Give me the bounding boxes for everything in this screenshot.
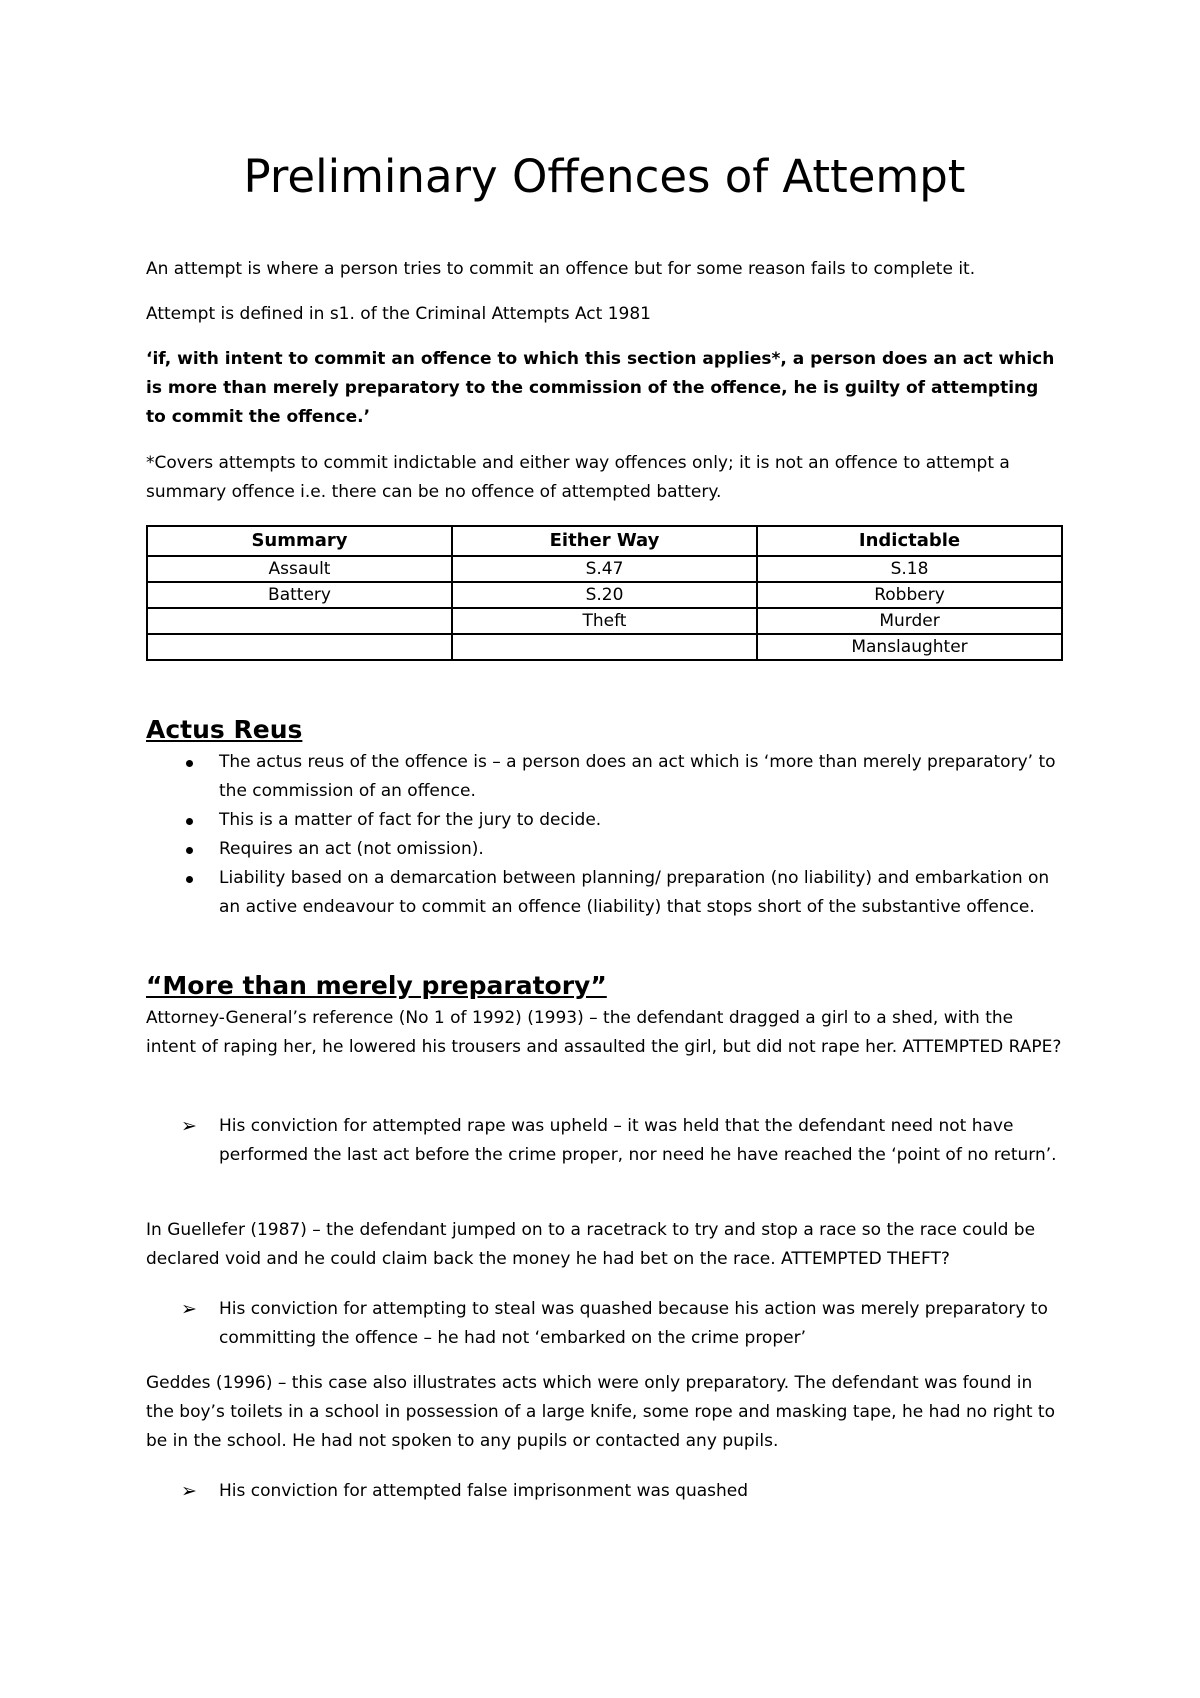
list-item xyxy=(146,835,1063,864)
table-row xyxy=(147,582,1062,608)
list-item xyxy=(146,806,1063,835)
table-row xyxy=(147,556,1062,582)
table-cell: Theft xyxy=(452,608,757,634)
bullet-icon xyxy=(186,847,193,854)
case-outcome-text: His conviction for attempted rape was upheld – it was held that the defendant need not have performed the last act before the crime proper, nor need he have reached the ‘point of no return’. xyxy=(219,1116,1057,1165)
case-outcome-text: His conviction for attempted false imprisonment was quashed xyxy=(219,1481,749,1501)
case-outcome-geddes xyxy=(146,1477,1063,1506)
table-cell xyxy=(147,608,452,634)
arrow-bullet-icon: ➢ xyxy=(181,1480,197,1502)
bullet-icon xyxy=(186,876,193,883)
case-outcome-guellefer xyxy=(146,1295,1063,1353)
footnote: *Covers attempts to commit indictable and either way offences only; it is not an offence to attempt a summary offence i.e. there can be no offence of attempted battery. xyxy=(146,453,1010,502)
table-cell xyxy=(452,634,757,660)
arrow-bullet-icon: ➢ xyxy=(181,1298,197,1320)
table-cell xyxy=(147,634,452,660)
case-outcome-text: His conviction for attempting to steal was quashed because his action was merely preparatory to committing the offence – he had not ‘embarked on the crime proper’ xyxy=(219,1299,1048,1348)
bullet-icon xyxy=(186,818,193,825)
table-cell: Assault xyxy=(147,556,452,582)
document-title: Preliminary Offences of Attempt xyxy=(243,150,966,203)
list-item xyxy=(146,864,1063,922)
case-geddes: Geddes (1996) – this case also illustrates acts which were only preparatory. The defendant was found in the boy’s toilets in a school in possession of a large knife, some rope and masking tape, he had no right to be in the school. He had not spoken to any pupils or contacted any pupils. xyxy=(146,1373,1055,1451)
table-header-summary: Summary xyxy=(147,526,452,556)
statute-quote: ‘if, with intent to commit an offence to which this section applies*, a person does an act which is more than merely preparatory to the commission of the offence, he is guilty of attempting to commit the offence.’ xyxy=(146,349,1055,427)
table-cell: S.47 xyxy=(452,556,757,582)
table-header-row xyxy=(147,526,1062,556)
table-cell: S.20 xyxy=(452,582,757,608)
table-row xyxy=(147,634,1062,660)
list-item-text: Liability based on a demarcation between planning/ preparation (no liability) and embarkation on an active endeavour to commit an offence (liability) that stops short of the substantive offence. xyxy=(219,868,1050,917)
table-header-either-way: Either Way xyxy=(452,526,757,556)
table-cell: Murder xyxy=(757,608,1062,634)
bullet-icon xyxy=(186,760,193,767)
list-item-text: Requires an act (not omission). xyxy=(219,839,484,859)
table-cell: Robbery xyxy=(757,582,1062,608)
case-outcome-attorney-general xyxy=(146,1112,1063,1170)
table-header-indictable: Indictable xyxy=(757,526,1062,556)
intro-definition: An attempt is where a person tries to commit an offence but for some reason fails to complete it. xyxy=(146,259,976,279)
actus-reus-heading: Actus Reus xyxy=(146,715,303,744)
merely-preparatory-heading: “More than merely preparatory” xyxy=(146,971,607,1000)
list-item-text: The actus reus of the offence is – a person does an act which is ‘more than merely preparatory’ to the commission of an offence. xyxy=(219,752,1056,801)
arrow-bullet-icon: ➢ xyxy=(181,1115,197,1137)
table-cell: Manslaughter xyxy=(757,634,1062,660)
table-cell: Battery xyxy=(147,582,452,608)
table-row xyxy=(147,608,1062,634)
intro-statute: Attempt is defined in s1. of the Criminal Attempts Act 1981 xyxy=(146,304,651,324)
offence-classification-table xyxy=(146,525,1063,661)
case-guellefer: In Guellefer (1987) – the defendant jumped on to a racetrack to try and stop a race so the race could be declared void and he could claim back the money he had bet on the race. ATTEMPTED THEFT? xyxy=(146,1220,1036,1269)
actus-reus-list xyxy=(146,748,1063,922)
table-cell: S.18 xyxy=(757,556,1062,582)
list-item xyxy=(146,748,1063,806)
case-attorney-general: Attorney-General’s reference (No 1 of 1992) (1993) – the defendant dragged a girl to a shed, with the intent of raping her, he lowered his trousers and assaulted the girl, but did not rape her. ATTEMPTED RAPE? xyxy=(146,1008,1062,1057)
list-item-text: This is a matter of fact for the jury to decide. xyxy=(219,810,602,830)
